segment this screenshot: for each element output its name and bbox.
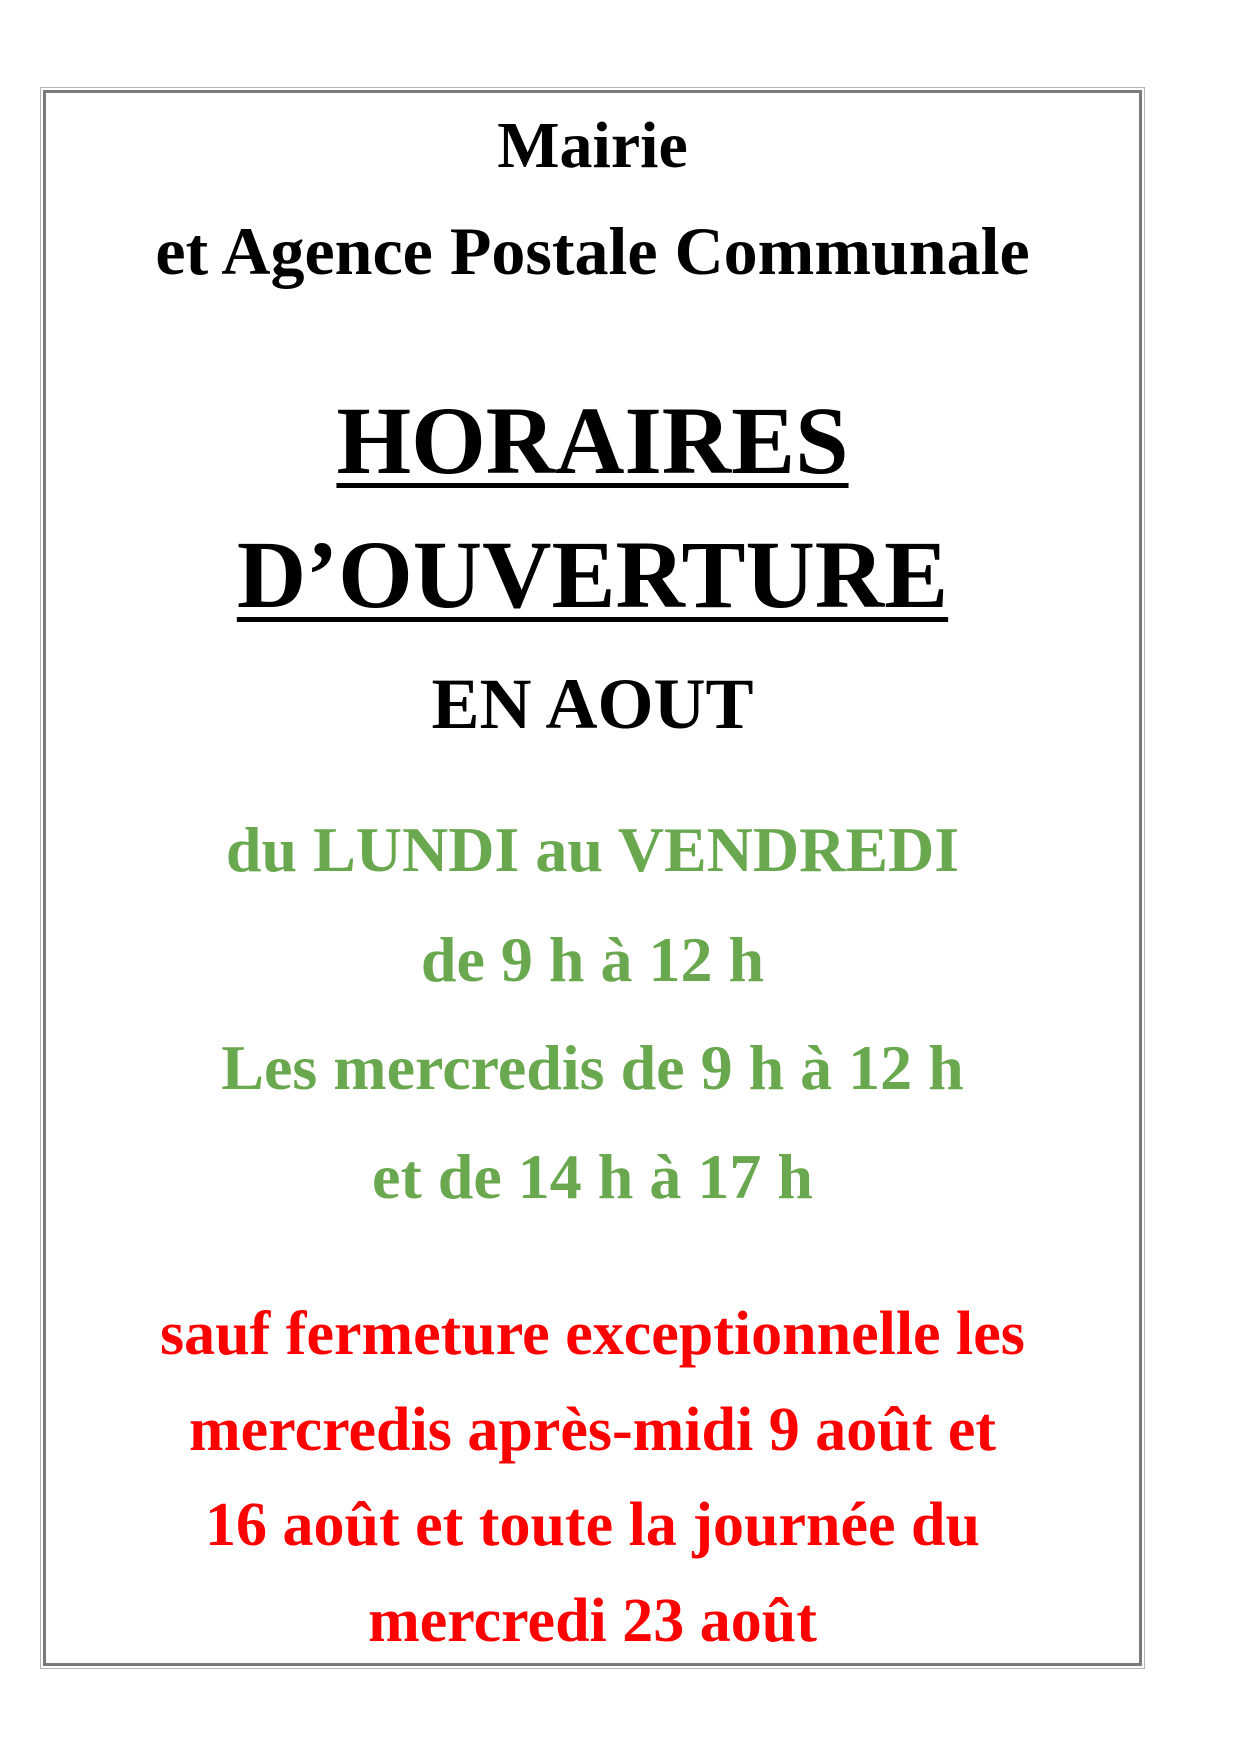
notice-line: 16 août et toute la journée du [205,1491,980,1559]
notice-line: mercredis après-midi 9 août et [189,1396,996,1464]
title-ouverture-text: D’OUVERTURE [236,521,949,628]
schedule-line: du LUNDI au VENDREDI [225,814,960,885]
schedule-line: Les mercredis de 9 h à 12 h [221,1032,964,1103]
poster-frame [43,90,1142,1666]
header-mairie: Mairie [497,109,688,182]
title-horaires [46,387,1139,494]
notice-line: sauf fermeture exceptionnelle les [160,1300,1025,1368]
schedule-line: de 9 h à 12 h [420,924,765,995]
title-ouverture [46,521,1139,628]
title-horaires-text: HORAIRES [336,387,849,494]
header-agence-postale: et Agence Postale Communale [155,213,1030,289]
subtitle-en-aout: EN AOUT [431,664,754,744]
schedule-line: et de 14 h à 17 h [372,1141,813,1212]
notice-line: mercredi 23 août [368,1587,817,1655]
